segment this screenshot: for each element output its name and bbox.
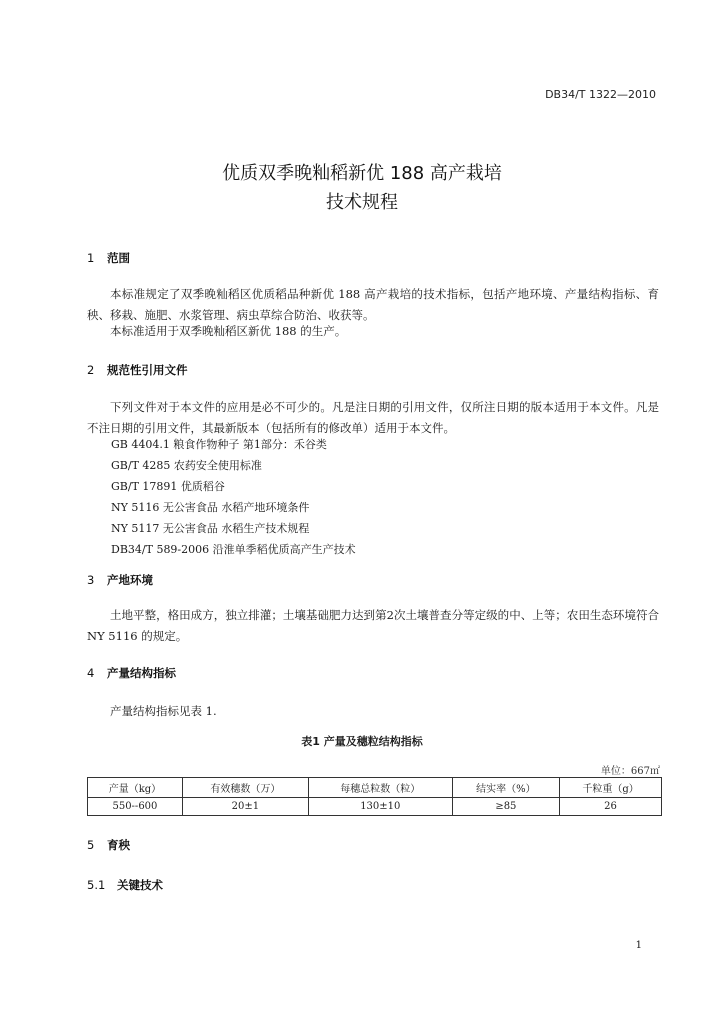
reference-item: GB/T 4285 农药安全使用标准 [111, 459, 262, 472]
table-cell: 26 [560, 798, 662, 816]
paragraph: 下列文件对于本文件的应用是必不可少的。凡是注日期的引用文件，仅所注日期的版本适用于本文件。凡是不注日期的引用文件，其最新版本（包括所有的修改单）适用于本文件。 [87, 400, 659, 435]
reference-item: DB34/T 589-2006 沿淮单季稻优质高产生产技术 [111, 543, 356, 556]
paragraph: 本标准适用于双季晚籼稻区新优 188 的生产。 [110, 324, 347, 338]
section-number: 3 [87, 573, 95, 587]
section-2-heading [87, 362, 188, 378]
section-number: 4 [87, 666, 95, 680]
paragraph: 本标准规定了双季晚籼稻区优质稻品种新优 188 高产栽培的技术指标，包括产地环境、产量结构指标、育秧、移栽、施肥、水浆管理、病虫草综合防治、收获等。 [87, 287, 659, 322]
section-number: 5 [87, 838, 95, 852]
table-header-cell: 产量（kg） [88, 778, 183, 798]
section-5-1-heading [87, 877, 163, 893]
page-number: 1 [635, 940, 642, 951]
document-subtitle: 技术规程 [326, 192, 398, 213]
section-4-heading [87, 665, 176, 681]
paragraph: 土地平整，格田成方，独立排灌；土壤基础肥力达到第2次土壤普查分等定级的中、上等；农田生态环境符合 NY 5116 的规定。 [87, 608, 659, 643]
table-header-cell: 每穗总粒数（粒） [308, 778, 452, 798]
yield-structure-table [87, 777, 662, 816]
table-row [88, 798, 662, 816]
section-title: 产量结构指标 [107, 666, 176, 680]
section-number: 5.1 [87, 878, 106, 892]
section-number: 2 [87, 363, 95, 377]
paragraph: 产量结构指标见表 1. [110, 704, 217, 718]
section-title: 范围 [107, 251, 130, 265]
section-title: 产地环境 [107, 573, 153, 587]
table-header-cell: 有效穗数（万） [182, 778, 308, 798]
section-1-heading [87, 250, 130, 266]
section-title: 规范性引用文件 [107, 363, 188, 377]
section-3-heading [87, 572, 153, 588]
reference-item: GB 4404.1 粮食作物种子 第1部分：禾谷类 [111, 438, 327, 451]
table-cell: 130±10 [308, 798, 452, 816]
reference-item: GB/T 17891 优质稻谷 [111, 480, 225, 493]
document-code: DB34/T 1322—2010 [545, 88, 656, 101]
section-title: 关键技术 [117, 878, 163, 892]
table-cell: 20±1 [182, 798, 308, 816]
section-number: 1 [87, 251, 95, 265]
section-5-heading [87, 837, 130, 853]
reference-item: NY 5116 无公害食品 水稻产地环境条件 [111, 501, 310, 514]
table-header-cell: 结实率（%） [452, 778, 559, 798]
table-unit: 单位：667㎡ [600, 766, 660, 777]
table-header-cell: 千粒重（g） [560, 778, 662, 798]
table-caption: 表1 产量及穗粒结构指标 [301, 735, 423, 748]
reference-item: NY 5117 无公害食品 水稻生产技术规程 [111, 522, 310, 535]
table-cell: ≥85 [452, 798, 559, 816]
section-title: 育秧 [107, 838, 130, 852]
table-header-row [88, 778, 662, 798]
document-title: 优质双季晚籼稻新优 188 高产栽培 [222, 163, 502, 184]
table-cell: 550--600 [88, 798, 183, 816]
